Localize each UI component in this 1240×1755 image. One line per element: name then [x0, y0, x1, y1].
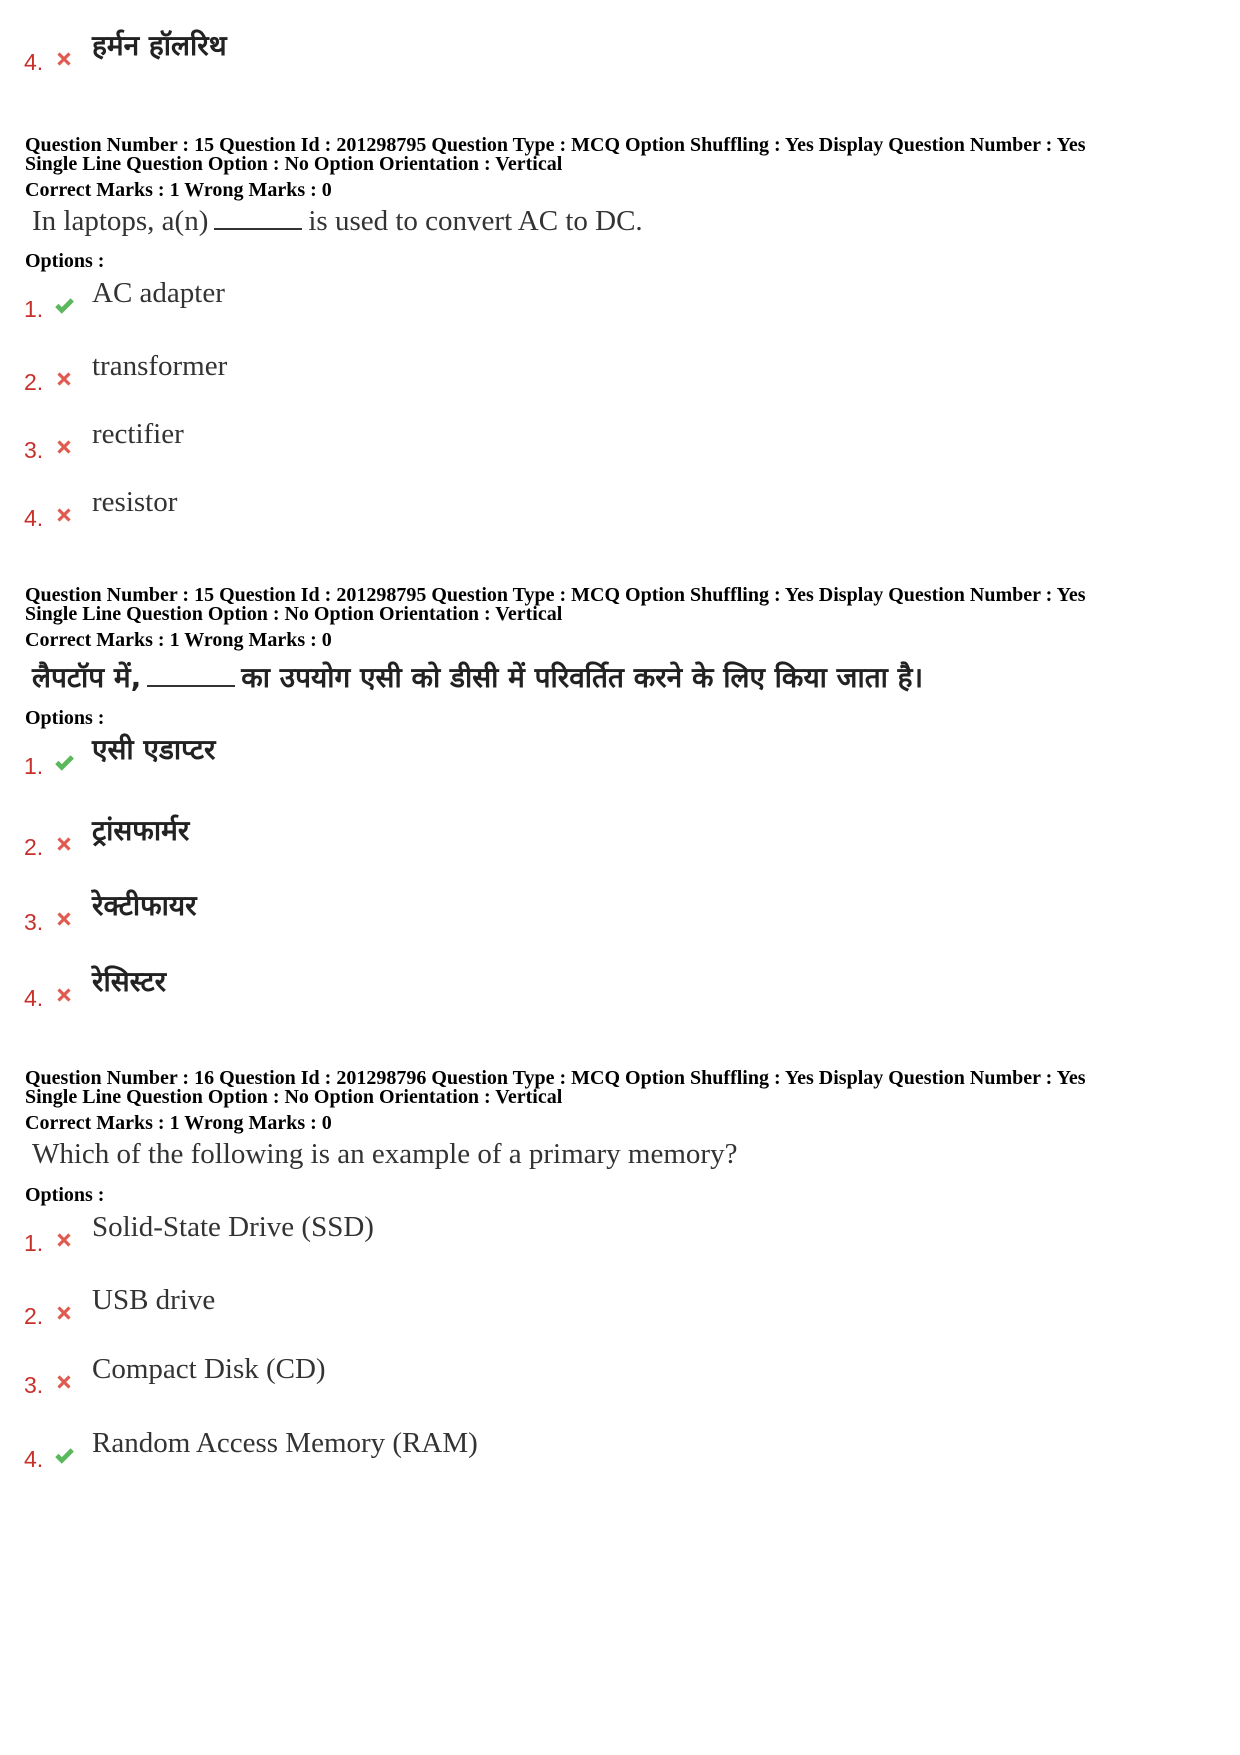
option-text: एसी एडाप्टर	[92, 733, 216, 766]
option-text: रेक्टीफायर	[92, 889, 197, 922]
question-meta-line2: Single Line Question Option : No Option Orientation : Vertical	[25, 153, 563, 175]
option-number: 4.	[24, 1446, 44, 1472]
option-number: 1.	[24, 1230, 44, 1256]
option-row	[24, 734, 1124, 782]
question-text	[32, 205, 643, 238]
option-row	[24, 30, 1124, 78]
cross-icon	[53, 368, 75, 390]
cross-icon	[53, 833, 75, 855]
option-row	[24, 277, 1124, 325]
option-row	[24, 966, 1124, 1014]
answer-blank	[147, 665, 235, 687]
option-number: 1.	[24, 753, 44, 779]
option-number: 3.	[24, 437, 44, 463]
answer-blank	[214, 208, 302, 230]
cross-icon	[53, 1302, 75, 1324]
option-text: Solid-State Drive (SSD)	[92, 1211, 374, 1243]
option-row	[24, 1284, 1124, 1332]
question-meta-line2: Single Line Question Option : No Option Orientation : Vertical	[25, 603, 563, 625]
option-text: AC adapter	[92, 277, 225, 309]
question-meta-line1: Question Number : 15 Question Id : 201298795 Question Type : MCQ Option Shuffling : Yes Display Question Number : Yes	[25, 584, 1086, 606]
option-row	[24, 815, 1124, 863]
option-text: transformer	[92, 350, 228, 382]
cross-icon	[53, 48, 75, 70]
question-marks: Correct Marks : 1 Wrong Marks : 0	[25, 1112, 332, 1134]
question-marks: Correct Marks : 1 Wrong Marks : 0	[25, 629, 332, 651]
option-row	[24, 350, 1124, 398]
question-text-after: का उपयोग एसी को डीसी में परिवर्तित करने के लिए किया जाता है।	[241, 661, 924, 694]
options-label: Options :	[25, 1184, 105, 1206]
question-text-before: In laptops, a(n)	[32, 205, 209, 237]
option-number: 2.	[24, 1303, 44, 1329]
cross-icon	[53, 436, 75, 458]
question-meta-line1: Question Number : 15 Question Id : 201298795 Question Type : MCQ Option Shuffling : Yes Display Question Number : Yes	[25, 134, 1086, 156]
option-text: resistor	[92, 486, 178, 518]
check-icon	[53, 295, 75, 317]
cross-icon	[53, 908, 75, 930]
cross-icon	[53, 1229, 75, 1251]
option-text: हर्मन हॉलरिथ	[92, 29, 227, 62]
option-text: Compact Disk (CD)	[92, 1353, 326, 1385]
check-icon	[53, 752, 75, 774]
options-label: Options :	[25, 250, 105, 272]
option-number: 4.	[24, 505, 44, 531]
option-row	[24, 418, 1124, 466]
cross-icon	[53, 1371, 75, 1393]
question-text	[32, 658, 923, 696]
option-number: 2.	[24, 369, 44, 395]
question-text-before: लैपटॉप में,	[32, 661, 142, 694]
options-label: Options :	[25, 707, 105, 729]
option-number: 4.	[24, 49, 44, 75]
option-number: 4.	[24, 985, 44, 1011]
option-row	[24, 1211, 1124, 1259]
question-text: Which of the following is an example of a primary memory?	[32, 1138, 738, 1170]
cross-icon	[53, 984, 75, 1006]
question-meta-line1: Question Number : 16 Question Id : 201298796 Question Type : MCQ Option Shuffling : Yes Display Question Number : Yes	[25, 1067, 1086, 1089]
option-text: Random Access Memory (RAM)	[92, 1427, 478, 1459]
option-text: रेसिस्टर	[92, 965, 167, 998]
question-marks: Correct Marks : 1 Wrong Marks : 0	[25, 179, 332, 201]
option-row	[24, 1353, 1124, 1401]
option-number: 1.	[24, 296, 44, 322]
option-number: 2.	[24, 834, 44, 860]
option-row	[24, 1427, 1124, 1475]
option-row	[24, 890, 1124, 938]
option-text: USB drive	[92, 1284, 216, 1316]
question-meta-line2: Single Line Question Option : No Option Orientation : Vertical	[25, 1086, 563, 1108]
option-number: 3.	[24, 909, 44, 935]
cross-icon	[53, 504, 75, 526]
option-text: rectifier	[92, 418, 184, 450]
option-number: 3.	[24, 1372, 44, 1398]
check-icon	[53, 1445, 75, 1467]
option-text: ट्रांसफार्मर	[92, 814, 190, 847]
question-text-after: is used to convert AC to DC.	[308, 205, 643, 237]
option-row	[24, 486, 1124, 534]
